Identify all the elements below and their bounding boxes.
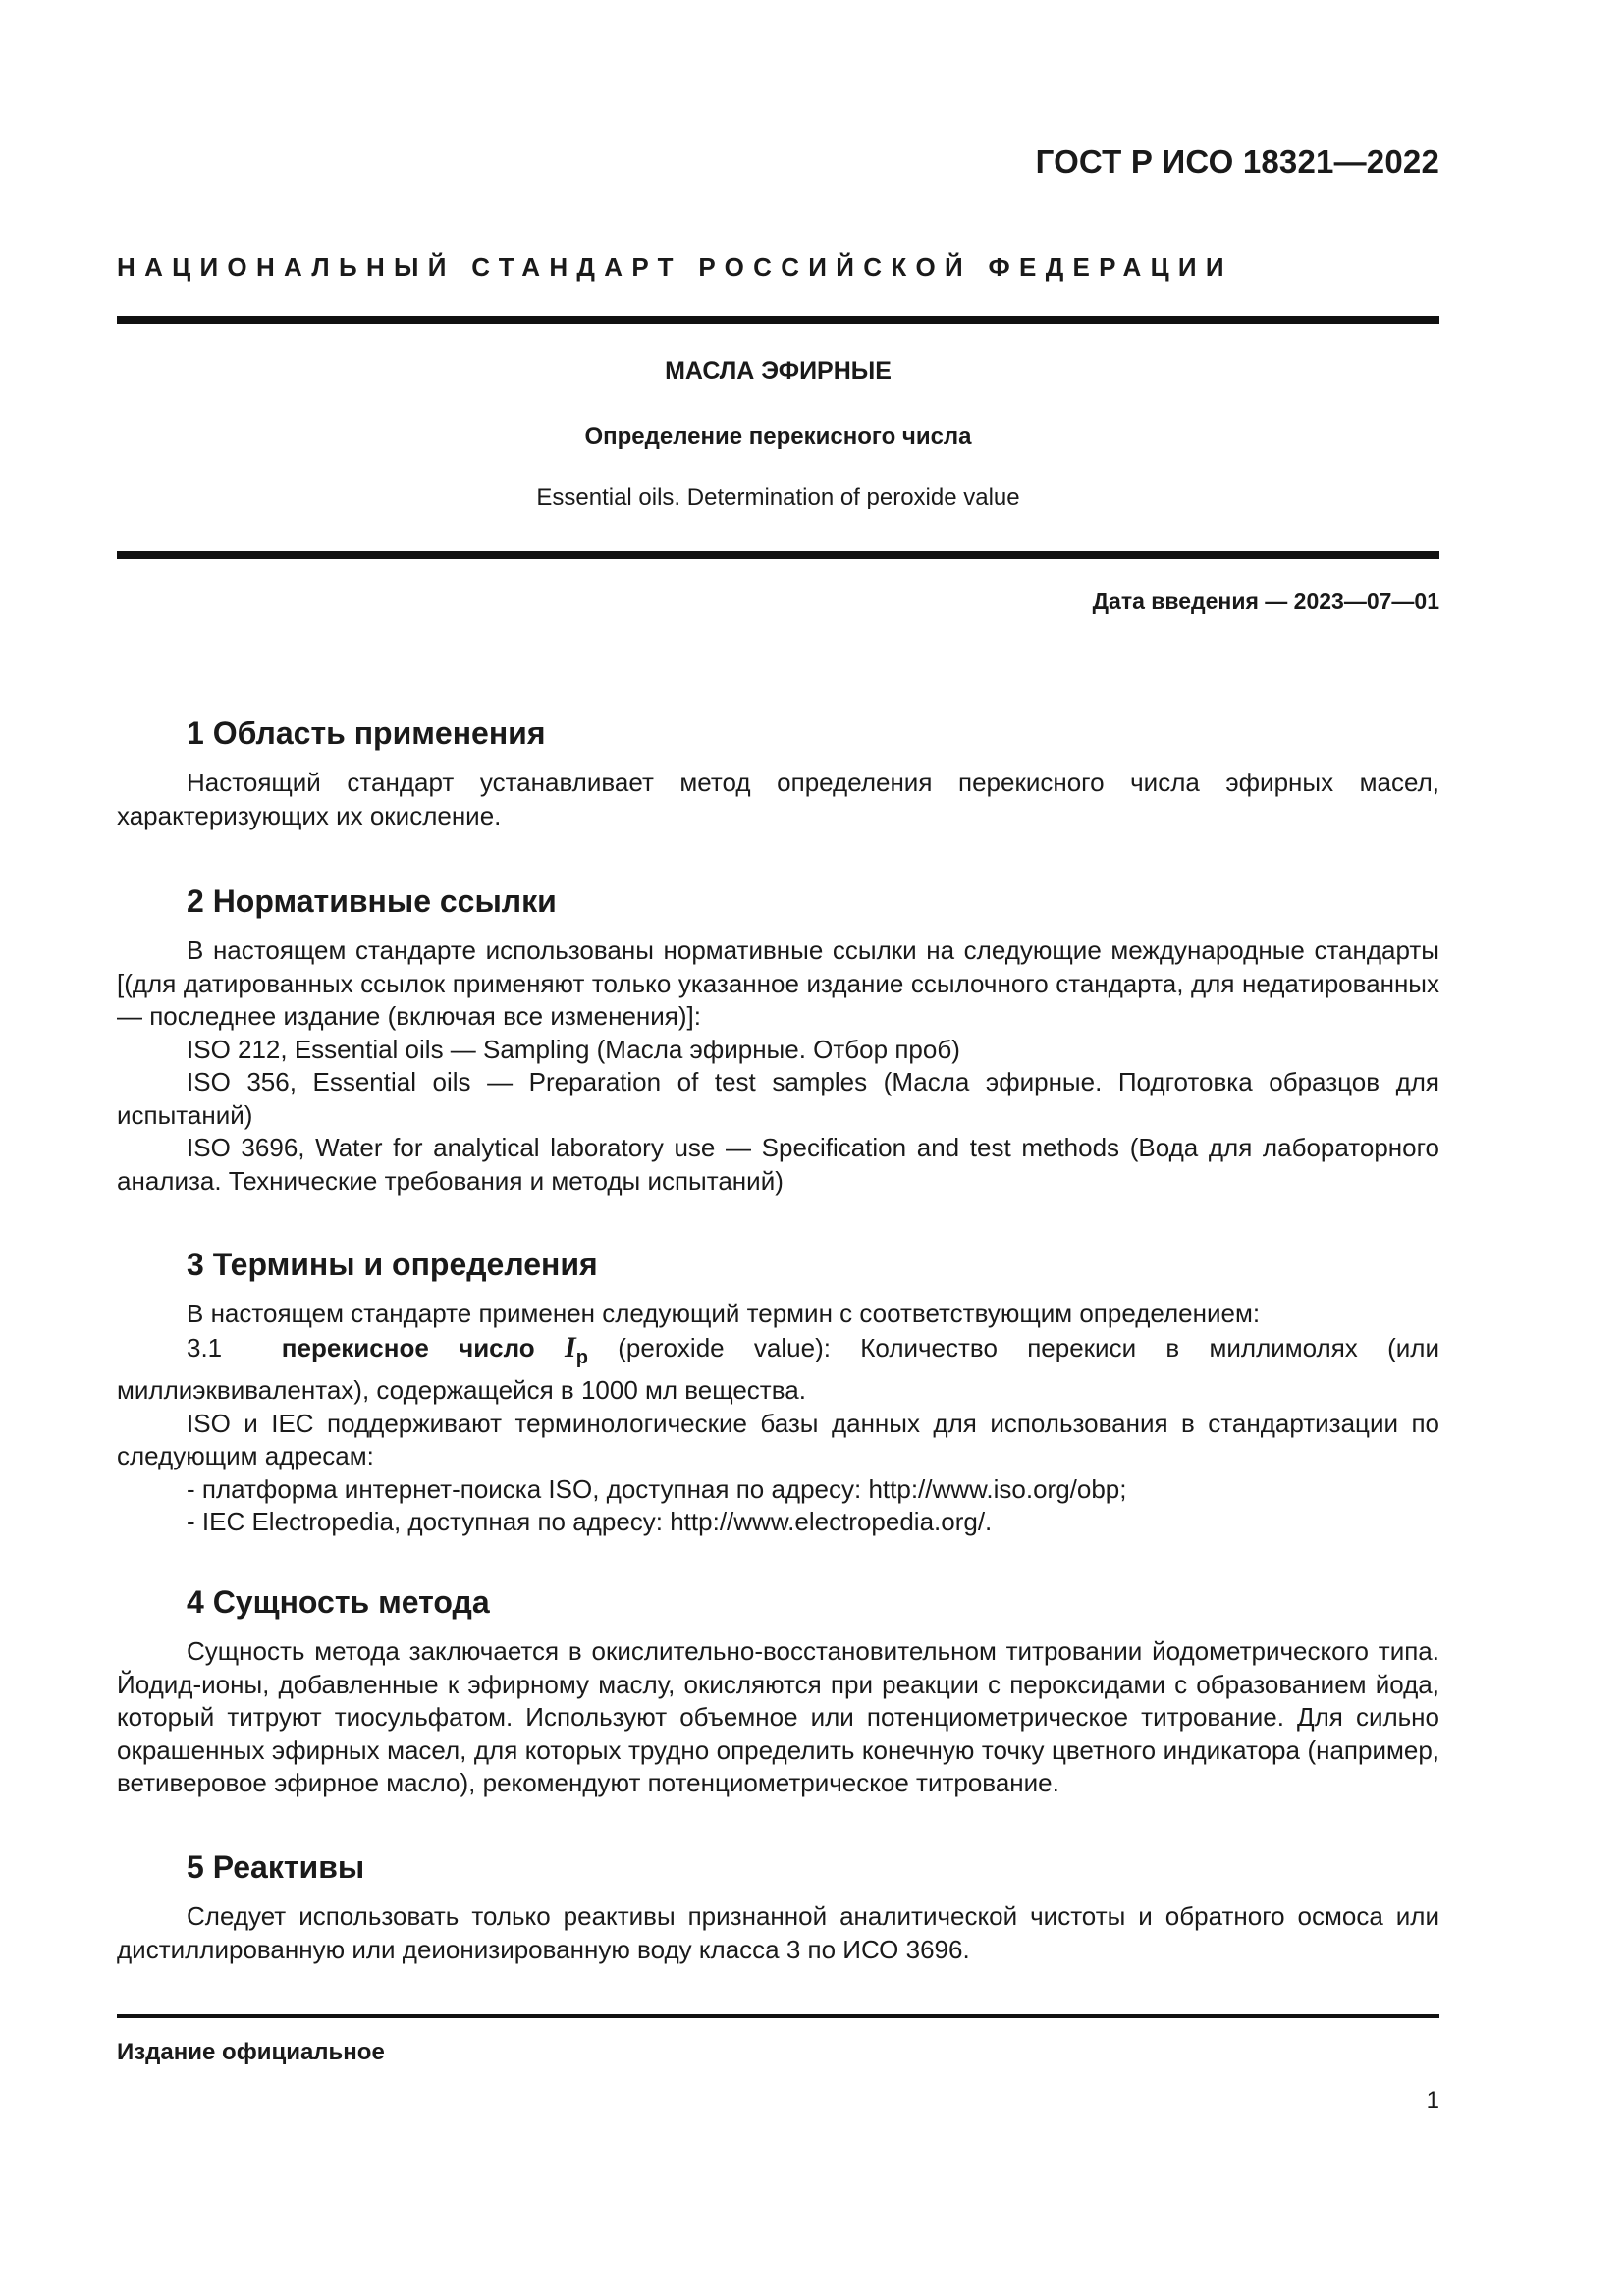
- paragraph: Следует использовать только реактивы признанной аналитической чистоты и обратного осмоса или дистиллированную или деионизированную воду класса 3 по ИСО 3696.: [117, 1901, 1439, 1964]
- paragraph: ISO и IEC поддерживают терминологические базы данных для использования в стандартизации по следующим адресам:: [117, 1408, 1439, 1470]
- paragraph: В настоящем стандарте применен следующий термин с соответствующим определением:: [187, 1299, 1261, 1328]
- list-item: - IEC Electropedia, доступная по адресу: http://www.electropedia.org/.: [187, 1507, 993, 1536]
- paragraph: В настоящем стандарте использованы нормативные ссылки на следующие международные стандарты [(для датированных ссылок применяют только указанное издание ссылочного стандарта, для недатированных — последнее издание (включая все изменения)]:: [117, 935, 1439, 1031]
- title-divider: [117, 551, 1439, 559]
- standard-number: ГОСТ Р ИСО 18321—2022: [1035, 143, 1439, 180]
- paragraph: Настоящий стандарт устанавливает метод определения перекисного числа эфирных масел, характеризующих их окисление.: [117, 768, 1439, 830]
- paragraph: Сущность метода заключается в окислительно-восстановительном титровании йодометрического типа. Йодид-ионы, добавленные к эфирному маслу, окисляются при реакции с пероксидами с образованием йода, который титруют тиосульфатом. Используют объемное или потенциометрическое титрование. Для сильно окрашенных эфирных масел, для которых трудно определить конечную точку цветного индикатора (например, ветиверовое эфирное масло), рекомендуют потенциометрическое титрование.: [117, 1636, 1439, 1797]
- section-method-principle: [117, 1582, 1439, 1800]
- section-scope: [117, 714, 1439, 832]
- reference-item: ISO 356, Essential oils — Preparation of test samples (Масла эфирные. Подготовка образцов для испытаний): [117, 1067, 1439, 1130]
- document-title: МАСЛА ЭФИРНЫЕ: [665, 357, 892, 385]
- top-divider: [117, 316, 1439, 324]
- document-subtitle: Определение перекисного числа: [584, 423, 972, 450]
- section-terms: [117, 1245, 1439, 1539]
- reference-item: ISO 3696, Water for analytical laboratory use — Specification and test methods (Вода для лабораторного анализа. Технические требования и методы испытаний): [117, 1133, 1439, 1196]
- page-number: 1: [1426, 2087, 1439, 2113]
- introduction-date: Дата введения — 2023—07—01: [1092, 588, 1439, 614]
- list-item: - платформа интернет-поиска ISO, доступная по адресу: http://www.iso.org/obp;: [187, 1473, 1127, 1504]
- section-heading: 3 Термины и определения: [187, 1247, 598, 1282]
- footer-divider: [117, 2014, 1439, 2018]
- section-heading: 5 Реактивы: [187, 1849, 365, 1885]
- term-symbol: $I_p$: [565, 1330, 588, 1368]
- section-heading: 2 Нормативные ссылки: [187, 883, 557, 919]
- section-normative-references: [117, 881, 1439, 1198]
- national-standard-banner: НАЦИОНАЛЬНЫЙ СТАНДАРТ РОССИЙСКОЙ ФЕДЕРАЦИИ: [117, 252, 1233, 282]
- official-edition-label: Издание официальное: [117, 2039, 385, 2065]
- term-number: 3.1: [187, 1332, 223, 1362]
- section-heading: 1 Область применения: [187, 716, 546, 751]
- term-entry: [117, 1331, 1439, 1408]
- section-reagents: [117, 1847, 1439, 1966]
- english-title: Essential oils. Determination of peroxide value: [536, 484, 1020, 510]
- term-definition: (peroxide value): Количество перекиси в миллимолях (или миллиэквивалентах), содержащейся в 1000 мл вещества.: [117, 1332, 1439, 1405]
- term-name: перекисное число: [281, 1332, 535, 1362]
- reference-item: ISO 212, Essential oils — Sampling (Масла эфирные. Отбор проб): [187, 1034, 960, 1064]
- section-heading: 4 Сущность метода: [187, 1584, 490, 1620]
